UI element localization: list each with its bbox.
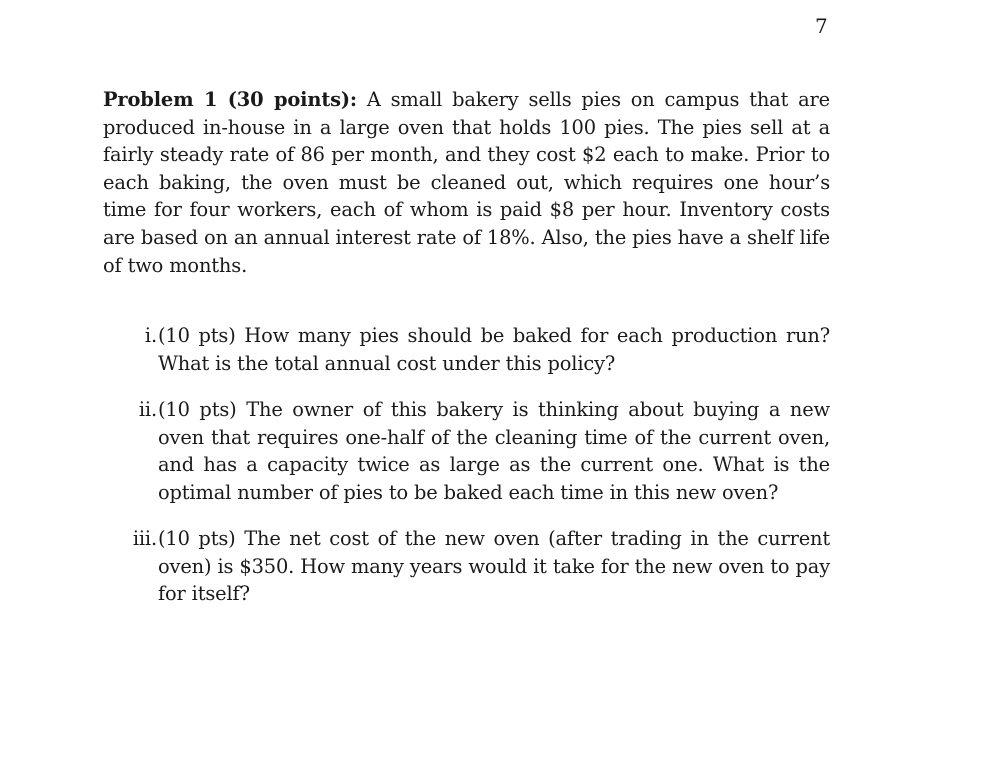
- problem-heading: Problem 1 (30 points):: [103, 88, 357, 111]
- page-number: 7: [815, 14, 828, 38]
- part-marker: ii.: [138, 398, 157, 421]
- problem-body: A small bakery sells pies on campus that are produced in-house in a large oven that holds 100 pies. The pies sell at a fairly steady rate of 86 per month, and they cost $2 each to make. Prior to each baking, the oven must be cleaned out, which requires one hour’s time for four workers, each of whom is paid $8 per hour. Inventory costs are based on an annual interest rate of 18%. Also, the pies have a shelf life of two months.: [103, 88, 830, 277]
- part-text: (10 pts) The owner of this bakery is thinking about buying a new oven that requires one-half of the cleaning time of the current oven, and has a capacity twice as large as the current one. What is the optimal number of pies to be baked each time in this new oven?: [158, 398, 830, 504]
- part-ii: [103, 396, 830, 506]
- part-text: (10 pts) The net cost of the new oven (after trading in the current oven) is $350. How many years would it take for the new oven to pay for itself?: [158, 527, 830, 606]
- part-iii: [103, 525, 830, 608]
- part-text: (10 pts) How many pies should be baked for each production run? What is the total annual cost under this policy?: [158, 324, 830, 375]
- part-marker: iii.: [132, 527, 157, 550]
- problem-statement: [103, 86, 830, 279]
- part-marker: i.: [144, 324, 157, 347]
- part-i: [103, 322, 830, 377]
